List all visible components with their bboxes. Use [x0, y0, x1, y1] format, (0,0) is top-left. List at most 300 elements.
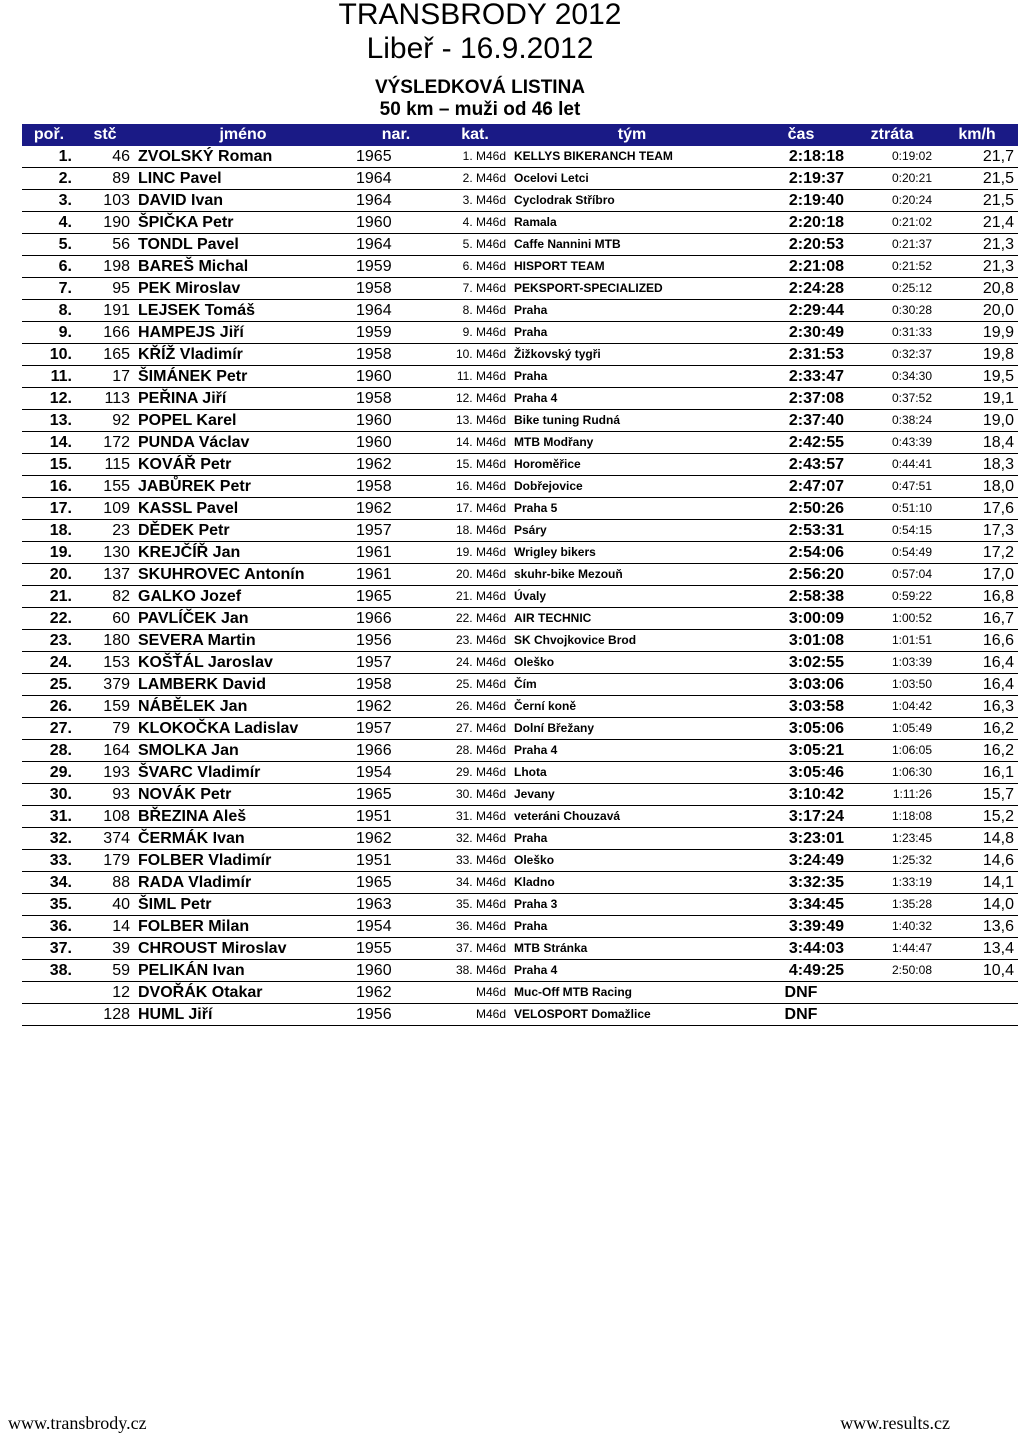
cell-time: 2:58:38	[754, 586, 848, 608]
cell-time-loss: 0:21:52	[848, 256, 936, 278]
cell-team: Lhota	[510, 762, 754, 784]
cell-time-loss: 0:59:22	[848, 586, 936, 608]
cell-team: SK Chvojkovice Brod	[510, 630, 754, 652]
cell-birth-year: 1961	[352, 542, 440, 564]
cell-category: 21. M46d	[440, 586, 510, 608]
cell-birth-year: 1965	[352, 146, 440, 168]
cell-start-number: 46	[76, 146, 134, 168]
table-row	[22, 476, 1018, 498]
cell-time-loss: 1:04:42	[848, 696, 936, 718]
cell-name: SMOLKA Jan	[134, 740, 352, 762]
cell-time: 4:49:25	[754, 960, 848, 982]
cell-time-loss: 1:44:47	[848, 938, 936, 960]
cell-birth-year: 1965	[352, 586, 440, 608]
cell-category: 27. M46d	[440, 718, 510, 740]
cell-team: Ocelovi Letci	[510, 168, 754, 190]
cell-speed: 21,7	[936, 146, 1018, 168]
cell-start-number: 190	[76, 212, 134, 234]
cell-team: Oleško	[510, 652, 754, 674]
cell-birth-year: 1954	[352, 762, 440, 784]
cell-speed: 16,6	[936, 630, 1018, 652]
cell-start-number: 109	[76, 498, 134, 520]
cell-time-loss: 1:33:19	[848, 872, 936, 894]
cell-position: 12.	[22, 388, 76, 410]
cell-team: Horoměřice	[510, 454, 754, 476]
cell-time: 3:39:49	[754, 916, 848, 938]
cell-position: 3.	[22, 190, 76, 212]
cell-birth-year: 1959	[352, 256, 440, 278]
cell-time-loss: 1:40:32	[848, 916, 936, 938]
cell-time: 3:01:08	[754, 630, 848, 652]
cell-birth-year: 1962	[352, 828, 440, 850]
cell-name: ŠIML Petr	[134, 894, 352, 916]
cell-time-loss: 1:01:51	[848, 630, 936, 652]
cell-birth-year: 1960	[352, 366, 440, 388]
cell-name: ŠIMÁNEK Petr	[134, 366, 352, 388]
cell-birth-year: 1958	[352, 278, 440, 300]
cell-start-number: 56	[76, 234, 134, 256]
cell-name: KŘÍŽ Vladimír	[134, 344, 352, 366]
cell-name: DVOŘÁK Otakar	[134, 982, 352, 1004]
cell-start-number: 115	[76, 454, 134, 476]
cell-position: 21.	[22, 586, 76, 608]
cell-team: skuhr-bike Mezouň	[510, 564, 754, 586]
footer-website-left: www.transbrody.cz	[8, 1413, 147, 1433]
cell-team: Ramala	[510, 212, 754, 234]
cell-category: 18. M46d	[440, 520, 510, 542]
cell-speed: 19,0	[936, 410, 1018, 432]
cell-position: 26.	[22, 696, 76, 718]
results-table	[22, 124, 1018, 1026]
cell-speed: 18,3	[936, 454, 1018, 476]
cell-birth-year: 1964	[352, 300, 440, 322]
cell-time-loss: 0:44:41	[848, 454, 936, 476]
cell-time-loss: 0:37:52	[848, 388, 936, 410]
cell-team: PEKSPORT-SPECIALIZED	[510, 278, 754, 300]
cell-category: M46d	[440, 1004, 510, 1026]
cell-position: 23.	[22, 630, 76, 652]
cell-position: 18.	[22, 520, 76, 542]
cell-category: 14. M46d	[440, 432, 510, 454]
cell-speed: 21,4	[936, 212, 1018, 234]
cell-speed: 17,6	[936, 498, 1018, 520]
cell-team: Oleško	[510, 850, 754, 872]
table-row	[22, 234, 1018, 256]
cell-time: 2:29:44	[754, 300, 848, 322]
cell-speed: 13,4	[936, 938, 1018, 960]
table-row	[22, 740, 1018, 762]
cell-team: Žižkovský tygři	[510, 344, 754, 366]
cell-time: 2:53:31	[754, 520, 848, 542]
cell-position: 13.	[22, 410, 76, 432]
cell-time: 2:42:55	[754, 432, 848, 454]
cell-speed	[936, 982, 1018, 1004]
cell-start-number: 166	[76, 322, 134, 344]
cell-name: LINC Pavel	[134, 168, 352, 190]
cell-time-loss: 0:54:49	[848, 542, 936, 564]
cell-start-number: 374	[76, 828, 134, 850]
cell-birth-year: 1957	[352, 718, 440, 740]
cell-name: KASSL Pavel	[134, 498, 352, 520]
cell-birth-year: 1956	[352, 1004, 440, 1026]
cell-name: GALKO Jozef	[134, 586, 352, 608]
table-row	[22, 784, 1018, 806]
cell-time: 2:37:08	[754, 388, 848, 410]
cell-speed: 19,5	[936, 366, 1018, 388]
cell-time: 3:03:06	[754, 674, 848, 696]
cell-position	[22, 982, 76, 1004]
cell-position: 34.	[22, 872, 76, 894]
cell-team: Praha 3	[510, 894, 754, 916]
cell-time: DNF	[754, 982, 848, 1004]
column-header-time-loss: ztráta	[848, 124, 936, 146]
cell-start-number: 40	[76, 894, 134, 916]
cell-position: 20.	[22, 564, 76, 586]
table-row	[22, 960, 1018, 982]
cell-team: MTB Stránka	[510, 938, 754, 960]
table-row	[22, 652, 1018, 674]
cell-position: 10.	[22, 344, 76, 366]
cell-name: LAMBERK David	[134, 674, 352, 696]
cell-speed: 19,9	[936, 322, 1018, 344]
table-row	[22, 696, 1018, 718]
cell-category: 12. M46d	[440, 388, 510, 410]
cell-category: 17. M46d	[440, 498, 510, 520]
cell-start-number: 79	[76, 718, 134, 740]
cell-name: BŘEZINA Aleš	[134, 806, 352, 828]
column-header-speed: km/h	[936, 124, 1018, 146]
table-row	[22, 212, 1018, 234]
cell-team: Praha 4	[510, 740, 754, 762]
cell-category: 33. M46d	[440, 850, 510, 872]
cell-category: 34. M46d	[440, 872, 510, 894]
cell-time: 3:17:24	[754, 806, 848, 828]
table-header-row	[22, 124, 1018, 146]
results-table-body	[22, 146, 1018, 1026]
table-row	[22, 344, 1018, 366]
cell-position: 25.	[22, 674, 76, 696]
cell-name: HAMPEJS Jiří	[134, 322, 352, 344]
cell-birth-year: 1960	[352, 410, 440, 432]
cell-category: 9. M46d	[440, 322, 510, 344]
cell-category: 36. M46d	[440, 916, 510, 938]
cell-start-number: 179	[76, 850, 134, 872]
cell-speed: 18,4	[936, 432, 1018, 454]
cell-speed: 20,8	[936, 278, 1018, 300]
cell-speed: 18,0	[936, 476, 1018, 498]
cell-time-loss: 0:30:28	[848, 300, 936, 322]
cell-birth-year: 1964	[352, 234, 440, 256]
cell-position: 19.	[22, 542, 76, 564]
cell-category: 11. M46d	[440, 366, 510, 388]
cell-name: RADA Vladimír	[134, 872, 352, 894]
cell-category: 23. M46d	[440, 630, 510, 652]
cell-position: 27.	[22, 718, 76, 740]
cell-time: 3:44:03	[754, 938, 848, 960]
cell-name: JABŮREK Petr	[134, 476, 352, 498]
cell-category: 35. M46d	[440, 894, 510, 916]
cell-speed: 20,0	[936, 300, 1018, 322]
cell-name: ŠVARC Vladimír	[134, 762, 352, 784]
table-row	[22, 982, 1018, 1004]
table-row	[22, 520, 1018, 542]
cell-time: 2:43:57	[754, 454, 848, 476]
cell-team: Wrigley bikers	[510, 542, 754, 564]
cell-start-number: 59	[76, 960, 134, 982]
cell-category: 24. M46d	[440, 652, 510, 674]
cell-time: 3:03:58	[754, 696, 848, 718]
cell-team: Caffe Nannini MTB	[510, 234, 754, 256]
cell-birth-year: 1965	[352, 872, 440, 894]
cell-position: 15.	[22, 454, 76, 476]
cell-time: 3:00:09	[754, 608, 848, 630]
cell-time-loss: 1:00:52	[848, 608, 936, 630]
cell-time-loss: 1:03:39	[848, 652, 936, 674]
cell-time-loss: 0:19:02	[848, 146, 936, 168]
cell-category: 16. M46d	[440, 476, 510, 498]
cell-name: DAVID Ivan	[134, 190, 352, 212]
cell-start-number: 113	[76, 388, 134, 410]
cell-category: 28. M46d	[440, 740, 510, 762]
cell-time-loss: 0:21:37	[848, 234, 936, 256]
table-row	[22, 190, 1018, 212]
cell-time: 3:23:01	[754, 828, 848, 850]
cell-name: PEK Miroslav	[134, 278, 352, 300]
cell-time-loss: 1:06:30	[848, 762, 936, 784]
cell-position: 14.	[22, 432, 76, 454]
cell-name: SKUHROVEC Antonín	[134, 564, 352, 586]
cell-category: 19. M46d	[440, 542, 510, 564]
table-row	[22, 432, 1018, 454]
cell-birth-year: 1951	[352, 806, 440, 828]
cell-team: Úvaly	[510, 586, 754, 608]
cell-name: PEŘINA Jiří	[134, 388, 352, 410]
cell-time-loss: 0:43:39	[848, 432, 936, 454]
cell-team: Jevany	[510, 784, 754, 806]
cell-speed: 17,3	[936, 520, 1018, 542]
table-row	[22, 256, 1018, 278]
cell-time: 2:20:53	[754, 234, 848, 256]
cell-time-loss: 0:20:24	[848, 190, 936, 212]
cell-name: PUNDA Václav	[134, 432, 352, 454]
cell-time: 2:19:37	[754, 168, 848, 190]
cell-time-loss: 1:23:45	[848, 828, 936, 850]
cell-team: MTB Modřany	[510, 432, 754, 454]
cell-start-number: 39	[76, 938, 134, 960]
cell-category: 1. M46d	[440, 146, 510, 168]
column-header-team: tým	[510, 124, 754, 146]
cell-team: Praha 4	[510, 388, 754, 410]
cell-birth-year: 1966	[352, 740, 440, 762]
cell-speed: 14,8	[936, 828, 1018, 850]
cell-speed: 19,8	[936, 344, 1018, 366]
cell-start-number: 153	[76, 652, 134, 674]
cell-time: 2:33:47	[754, 366, 848, 388]
cell-position: 24.	[22, 652, 76, 674]
cell-start-number: 12	[76, 982, 134, 1004]
cell-birth-year: 1962	[352, 982, 440, 1004]
cell-speed: 14,0	[936, 894, 1018, 916]
cell-name: KOŠŤÁL Jaroslav	[134, 652, 352, 674]
cell-time-loss: 0:51:10	[848, 498, 936, 520]
cell-start-number: 108	[76, 806, 134, 828]
cell-birth-year: 1964	[352, 168, 440, 190]
cell-time: 3:05:21	[754, 740, 848, 762]
event-date-location: Libeř - 16.9.2012	[366, 32, 594, 65]
cell-name: SEVERA Martin	[134, 630, 352, 652]
cell-category: 25. M46d	[440, 674, 510, 696]
cell-team: Praha 4	[510, 960, 754, 982]
table-row	[22, 564, 1018, 586]
cell-speed: 17,0	[936, 564, 1018, 586]
cell-position: 36.	[22, 916, 76, 938]
cell-time: 3:32:35	[754, 872, 848, 894]
cell-name: TONDL Pavel	[134, 234, 352, 256]
cell-birth-year: 1966	[352, 608, 440, 630]
cell-position: 33.	[22, 850, 76, 872]
cell-speed: 21,5	[936, 168, 1018, 190]
table-row	[22, 872, 1018, 894]
cell-name: ŠPIČKA Petr	[134, 212, 352, 234]
table-row	[22, 828, 1018, 850]
cell-birth-year: 1960	[352, 212, 440, 234]
cell-time: 2:19:40	[754, 190, 848, 212]
cell-position: 2.	[22, 168, 76, 190]
cell-position: 35.	[22, 894, 76, 916]
table-row	[22, 168, 1018, 190]
cell-start-number: 191	[76, 300, 134, 322]
cell-speed: 10,4	[936, 960, 1018, 982]
table-row	[22, 146, 1018, 168]
cell-category: 8. M46d	[440, 300, 510, 322]
cell-start-number: 379	[76, 674, 134, 696]
cell-category: 29. M46d	[440, 762, 510, 784]
table-row	[22, 498, 1018, 520]
cell-birth-year: 1958	[352, 344, 440, 366]
cell-position: 29.	[22, 762, 76, 784]
cell-time-loss	[848, 982, 936, 1004]
cell-time: 2:50:26	[754, 498, 848, 520]
cell-start-number: 130	[76, 542, 134, 564]
cell-speed: 13,6	[936, 916, 1018, 938]
cell-time-loss: 0:25:12	[848, 278, 936, 300]
cell-birth-year: 1954	[352, 916, 440, 938]
table-row	[22, 586, 1018, 608]
cell-category: 37. M46d	[440, 938, 510, 960]
cell-start-number: 180	[76, 630, 134, 652]
cell-name: ZVOLSKÝ Roman	[134, 146, 352, 168]
cell-category: 7. M46d	[440, 278, 510, 300]
table-row	[22, 718, 1018, 740]
cell-time: 3:02:55	[754, 652, 848, 674]
cell-time-loss: 0:54:15	[848, 520, 936, 542]
cell-name: KOVÁŘ Petr	[134, 454, 352, 476]
cell-position: 37.	[22, 938, 76, 960]
cell-team: Čím	[510, 674, 754, 696]
cell-name: PAVLÍČEK Jan	[134, 608, 352, 630]
cell-position: 11.	[22, 366, 76, 388]
cell-position: 32.	[22, 828, 76, 850]
cell-speed: 16,2	[936, 740, 1018, 762]
table-row	[22, 454, 1018, 476]
cell-position: 30.	[22, 784, 76, 806]
cell-speed: 15,7	[936, 784, 1018, 806]
cell-category: 5. M46d	[440, 234, 510, 256]
cell-time: 3:10:42	[754, 784, 848, 806]
cell-start-number: 60	[76, 608, 134, 630]
cell-time: DNF	[754, 1004, 848, 1026]
cell-name: ČERMÁK Ivan	[134, 828, 352, 850]
cell-start-number: 165	[76, 344, 134, 366]
cell-speed: 16,8	[936, 586, 1018, 608]
column-header-birth-year: nar.	[352, 124, 440, 146]
cell-time-loss: 1:18:08	[848, 806, 936, 828]
cell-speed: 14,6	[936, 850, 1018, 872]
cell-team: Praha 5	[510, 498, 754, 520]
cell-time-loss: 1:25:32	[848, 850, 936, 872]
cell-time: 2:47:07	[754, 476, 848, 498]
cell-category: 6. M46d	[440, 256, 510, 278]
cell-start-number: 198	[76, 256, 134, 278]
cell-category: 26. M46d	[440, 696, 510, 718]
cell-position: 1.	[22, 146, 76, 168]
cell-team: veteráni Chouzavá	[510, 806, 754, 828]
cell-time-loss: 0:57:04	[848, 564, 936, 586]
footer-website-right: www.results.cz	[840, 1413, 950, 1433]
cell-birth-year: 1962	[352, 696, 440, 718]
cell-birth-year: 1958	[352, 388, 440, 410]
cell-position: 17.	[22, 498, 76, 520]
cell-start-number: 103	[76, 190, 134, 212]
cell-category: 30. M46d	[440, 784, 510, 806]
table-row	[22, 674, 1018, 696]
cell-team: Dolní Břežany	[510, 718, 754, 740]
cell-category: 15. M46d	[440, 454, 510, 476]
table-row	[22, 762, 1018, 784]
cell-birth-year: 1958	[352, 476, 440, 498]
cell-team: HISPORT TEAM	[510, 256, 754, 278]
cell-team: KELLYS BIKERANCH TEAM	[510, 146, 754, 168]
cell-team: Praha	[510, 916, 754, 938]
cell-team: Bike tuning Rudná	[510, 410, 754, 432]
event-title: TRANSBRODY 2012	[338, 0, 622, 31]
cell-team: Praha	[510, 366, 754, 388]
table-row	[22, 894, 1018, 916]
category-title: 50 km – muži od 46 let	[379, 99, 581, 120]
cell-start-number: 172	[76, 432, 134, 454]
cell-birth-year: 1951	[352, 850, 440, 872]
cell-start-number: 155	[76, 476, 134, 498]
cell-time-loss: 0:34:30	[848, 366, 936, 388]
cell-time: 2:30:49	[754, 322, 848, 344]
cell-time-loss: 1:06:05	[848, 740, 936, 762]
cell-time-loss: 1:35:28	[848, 894, 936, 916]
cell-start-number: 193	[76, 762, 134, 784]
cell-birth-year: 1961	[352, 564, 440, 586]
cell-time-loss: 1:11:26	[848, 784, 936, 806]
cell-category: 4. M46d	[440, 212, 510, 234]
cell-position: 8.	[22, 300, 76, 322]
cell-time-loss: 0:38:24	[848, 410, 936, 432]
cell-speed: 16,7	[936, 608, 1018, 630]
cell-start-number: 23	[76, 520, 134, 542]
cell-start-number: 128	[76, 1004, 134, 1026]
table-row	[22, 916, 1018, 938]
cell-speed: 17,2	[936, 542, 1018, 564]
column-header-name: jméno	[134, 124, 352, 146]
cell-speed: 19,1	[936, 388, 1018, 410]
cell-start-number: 88	[76, 872, 134, 894]
